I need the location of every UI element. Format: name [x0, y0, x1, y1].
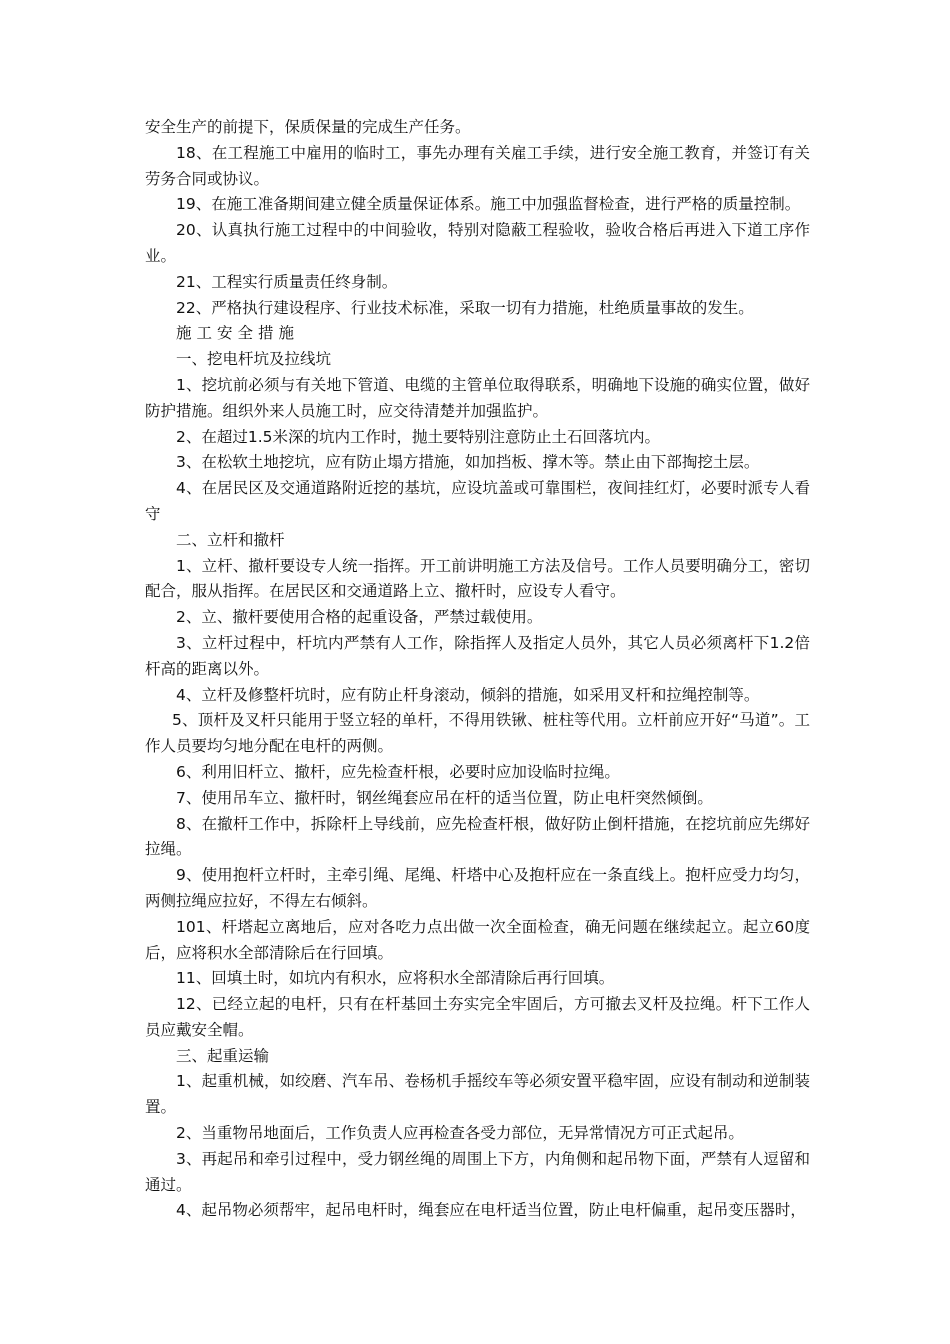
paragraph: 安全生产的前提下，保质保量的完成生产任务。 — [145, 118, 471, 136]
paragraph: 3、在松软土地挖坑，应有防止塌方措施，如加挡板、撑木等。禁止由下部掏挖土层。 — [176, 453, 760, 472]
paragraph: 4、起吊物必须帮牢，起吊电杆时，绳套应在电杆适当位置，防止电杆偏重，起吊变压器时， — [176, 1201, 806, 1220]
paragraph: 2、在超过1.5米深的坑内工作时，抛土要特别注意防止土石回落坑内。 — [176, 427, 661, 446]
paragraph: 22、严格执行建设程序、行业技术标准，采取一切有力措施，杜绝质量事故的发生。 — [176, 298, 754, 317]
paragraph: 2、立、撤杆要使用合格的起重设备，严禁过载使用。 — [176, 608, 543, 627]
paragraph: 4、立杆及修整杆坑时，应有防止杆身滚动，倾斜的措施，如采用叉杆和拉绳控制等。 — [176, 685, 760, 704]
paragraph: 4、在居民区及交通道路附近挖的基坑，应设坑盖或可靠围栏，夜间挂红灯，必要时派专人看守 — [145, 479, 810, 523]
paragraph: 11、回填土时，如坑内有积水，应将积水全部清除后再行回填。 — [176, 969, 615, 988]
document-body — [145, 115, 810, 1224]
paragraph: 6、利用旧杆立、撤杆，应先检查杆根，必要时应加设临时拉绳。 — [176, 762, 620, 781]
paragraph: 1、起重机械，如绞磨、汽车吊、卷杨机手摇绞车等必须安置平稳牢固，应设有制动和逆制装置。 — [145, 1072, 810, 1117]
paragraph: 18、在工程施工中雇用的临时工，事先办理有关雇工手续，进行安全施工教育，并签订有关劳务合同或协议。 — [145, 143, 810, 188]
subsection-heading: 一、挖电杆坑及拉线坑 — [176, 350, 332, 369]
paragraph: 3、立杆过程中，杆坑内严禁有人工作，除指挥人及指定人员外，其它人员必须离杆下1.2倍杆高的距离以外。 — [145, 633, 810, 678]
paragraph: 19、在施工准备期间建立健全质量保证体系。施工中加强监督检查，进行严格的质量控制。 — [176, 195, 801, 214]
paragraph: 3、再起吊和牵引过程中，受力钢丝绳的周围上下方，内角侧和起吊物下面，严禁有人逗留和通过。 — [145, 1149, 810, 1194]
paragraph: 12、已经立起的电杆，只有在杆基回土夯实完全牢固后，方可撤去叉杆及拉绳。杆下工作人员应戴安全帽。 — [145, 995, 810, 1039]
paragraph: 21、工程实行质量责任终身制。 — [176, 272, 398, 291]
subsection-heading: 三、起重运输 — [176, 1046, 270, 1065]
subsection-heading: 二、立杆和撤杆 — [176, 530, 285, 549]
section-title: 施工安全措施 — [176, 324, 300, 343]
paragraph: 1、立杆、撤杆要设专人统一指挥。开工前讲明施工方法及信号。工作人员要明确分工，密切配合，服从指挥。在居民区和交通道路上立、撤杆时，应设专人看守。 — [145, 556, 810, 601]
paragraph: 5、顶杆及叉杆只能用于竖立轻的单杆，不得用铁锹、桩柱等代用。立杆前应开好“马道”。工作人员要均匀地分配在电杆的两侧。 — [145, 711, 810, 756]
paragraph: 101、杆塔起立离地后，应对各吃力点出做一次全面检查，确无问题在继续起立。起立60度后，应将积水全部清除后在行回填。 — [145, 917, 810, 962]
paragraph: 9、使用抱杆立杆时，主牵引绳、尾绳、杆塔中心及抱杆应在一条直线上。抱杆应受力均匀，两侧拉绳应拉好，不得左右倾斜。 — [145, 866, 810, 910]
paragraph: 2、当重物吊地面后，工作负责人应再检查各受力部位，无异常情况方可正式起吊。 — [176, 1124, 744, 1143]
paragraph: 7、使用吊车立、撤杆时，钢丝绳套应吊在杆的适当位置，防止电杆突然倾倒。 — [176, 788, 713, 807]
paragraph: 1、挖坑前必须与有关地下管道、电缆的主管单位取得联系，明确地下设施的确实位置，做好防护措施。组织外来人员施工时，应交待清楚并加强监护。 — [145, 375, 810, 420]
paragraph: 20、认真执行施工过程中的中间验收，特别对隐蔽工程验收，验收合格后再进入下道工序作业。 — [145, 221, 810, 265]
paragraph: 8、在撤杆工作中，拆除杆上导线前，应先检查杆根，做好防止倒杆措施，在挖坑前应先绑好拉绳。 — [145, 814, 810, 859]
